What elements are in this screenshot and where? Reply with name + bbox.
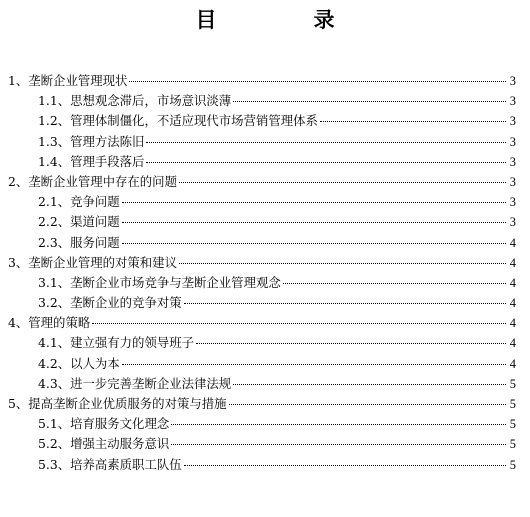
toc-entry[interactable] <box>8 192 516 212</box>
toc-entry[interactable] <box>8 253 516 273</box>
toc-entry-page: 5 <box>509 457 516 472</box>
toc-entry-page: 5 <box>509 417 516 432</box>
dot-leader <box>122 243 506 244</box>
toc-entry-text: 垄断企业管理中存在的问题 <box>28 173 177 189</box>
toc-entry[interactable] <box>8 273 516 293</box>
toc-entry[interactable] <box>8 233 516 253</box>
toc-entry-text: 培育服务文化理念 <box>70 416 170 432</box>
toc-entry[interactable] <box>8 71 516 91</box>
toc-entry-page: 4 <box>509 336 516 351</box>
toc-entry-text: 管理的策略 <box>28 315 91 331</box>
dot-leader <box>92 323 506 324</box>
toc-entry-page: 3 <box>509 94 516 109</box>
toc-entry-page: 4 <box>509 235 516 250</box>
toc-entry-page: 3 <box>509 154 516 169</box>
dot-leader <box>122 222 506 223</box>
toc-entry-number: 2.3、 <box>38 234 71 250</box>
toc-entry[interactable] <box>8 354 516 374</box>
dot-leader <box>196 343 506 344</box>
toc-entry-page: 5 <box>509 437 516 452</box>
toc-entry-number: 3.1、 <box>38 274 71 290</box>
toc-entry-number: 5.2、 <box>38 436 71 452</box>
toc-entry-number: 3、 <box>8 254 29 270</box>
toc-entry-page: 4 <box>509 275 516 290</box>
toc-entry-number: 1.2、 <box>38 113 71 129</box>
toc-entry-page: 5 <box>509 397 516 411</box>
toc-entry-number: 5、 <box>8 396 29 411</box>
toc-entry-page: 3 <box>509 195 516 210</box>
toc-entry-page: 4 <box>509 255 516 270</box>
toc-entry-number: 2.1、 <box>38 194 71 210</box>
toc-entry-text: 培养高素质职工队伍 <box>70 456 182 472</box>
toc-entry-number: 4.2、 <box>38 355 71 371</box>
toc-entry[interactable] <box>8 132 516 152</box>
toc-entry[interactable] <box>8 455 516 475</box>
toc-entry-text: 进一步完善垄断企业法律法规 <box>70 375 232 391</box>
toc-entry-page: 4 <box>509 356 516 371</box>
toc-entry-page: 4 <box>509 296 516 311</box>
toc-entry-page: 3 <box>509 134 516 149</box>
toc-entry-text: 渠道问题 <box>70 214 120 230</box>
toc-entry-text: 垄断企业管理现状 <box>28 73 128 88</box>
dot-leader <box>146 162 506 163</box>
toc-entry-number: 2、 <box>8 173 29 189</box>
toc-entry[interactable] <box>8 394 516 414</box>
toc-entry-number: 1、 <box>8 73 29 88</box>
toc-entry-page: 3 <box>509 74 516 88</box>
toc-entry[interactable] <box>8 91 516 111</box>
toc-entry-text: 以人为本 <box>70 355 120 371</box>
toc-entry-text: 竞争问题 <box>70 194 120 210</box>
toc-entry-number: 4.1、 <box>38 335 71 351</box>
toc-entry[interactable] <box>8 111 516 131</box>
dot-leader <box>229 404 506 405</box>
dot-leader <box>129 81 506 82</box>
toc-entry-page: 3 <box>509 114 516 129</box>
toc-entry[interactable] <box>8 212 516 232</box>
dot-leader <box>179 263 506 264</box>
toc-entry[interactable] <box>8 414 516 434</box>
toc-entry-page: 4 <box>509 316 516 331</box>
dot-leader <box>171 444 506 445</box>
toc-entry-text: 提高垄断企业优质服务的对策与措施 <box>28 396 227 411</box>
toc-entry-number: 1.3、 <box>38 133 71 149</box>
dot-leader <box>171 424 506 425</box>
toc-entry-text: 思想观念滞后，市场意识淡薄 <box>70 93 232 109</box>
dot-leader <box>283 283 506 284</box>
toc-entry-page: 3 <box>509 215 516 230</box>
dot-leader <box>179 182 506 183</box>
toc-entry-text: 垄断企业管理的对策和建议 <box>28 254 177 270</box>
toc-entry[interactable] <box>8 434 516 454</box>
toc-entry-text: 建立强有力的领导班子 <box>70 335 195 351</box>
toc-entry-number: 4、 <box>8 315 29 331</box>
dot-leader <box>184 303 506 304</box>
toc-entry[interactable] <box>8 293 516 313</box>
dot-leader <box>184 465 506 466</box>
dot-leader <box>122 202 506 203</box>
toc-entry-number: 1.1、 <box>38 93 71 109</box>
toc-entry-text: 管理方法陈旧 <box>70 133 145 149</box>
toc-entry-page: 5 <box>509 376 516 391</box>
dot-leader <box>146 142 506 143</box>
toc-entry[interactable] <box>8 333 516 353</box>
toc-entry-text: 垄断企业的竞争对策 <box>70 295 182 311</box>
toc-entry[interactable] <box>8 172 516 192</box>
toc-entry-number: 1.4、 <box>38 153 71 169</box>
toc-entry-page: 3 <box>509 174 516 189</box>
dot-leader <box>233 101 506 102</box>
table-of-contents <box>8 71 516 475</box>
dot-leader <box>233 384 506 385</box>
toc-entry-number: 2.2、 <box>38 214 71 230</box>
toc-entry-text: 服务问题 <box>70 234 120 250</box>
toc-entry-text: 垄断企业市场竞争与垄断企业管理观念 <box>70 274 281 290</box>
toc-entry-number: 5.1、 <box>38 416 71 432</box>
toc-entry-text: 增强主动服务意识 <box>70 436 170 452</box>
toc-entry-text: 管理体制僵化，不适应现代市场营销管理体系 <box>70 113 318 129</box>
dot-leader <box>320 121 506 122</box>
dot-leader <box>122 364 506 365</box>
toc-entry[interactable] <box>8 313 516 333</box>
toc-title: 目 录 <box>195 7 373 32</box>
toc-entry-text: 管理手段落后 <box>70 153 145 169</box>
toc-entry-number: 4.3、 <box>38 375 71 391</box>
toc-entry[interactable] <box>8 152 516 172</box>
toc-entry-number: 5.3、 <box>38 456 71 472</box>
toc-entry[interactable] <box>8 374 516 394</box>
toc-entry-number: 3.2、 <box>38 295 71 311</box>
